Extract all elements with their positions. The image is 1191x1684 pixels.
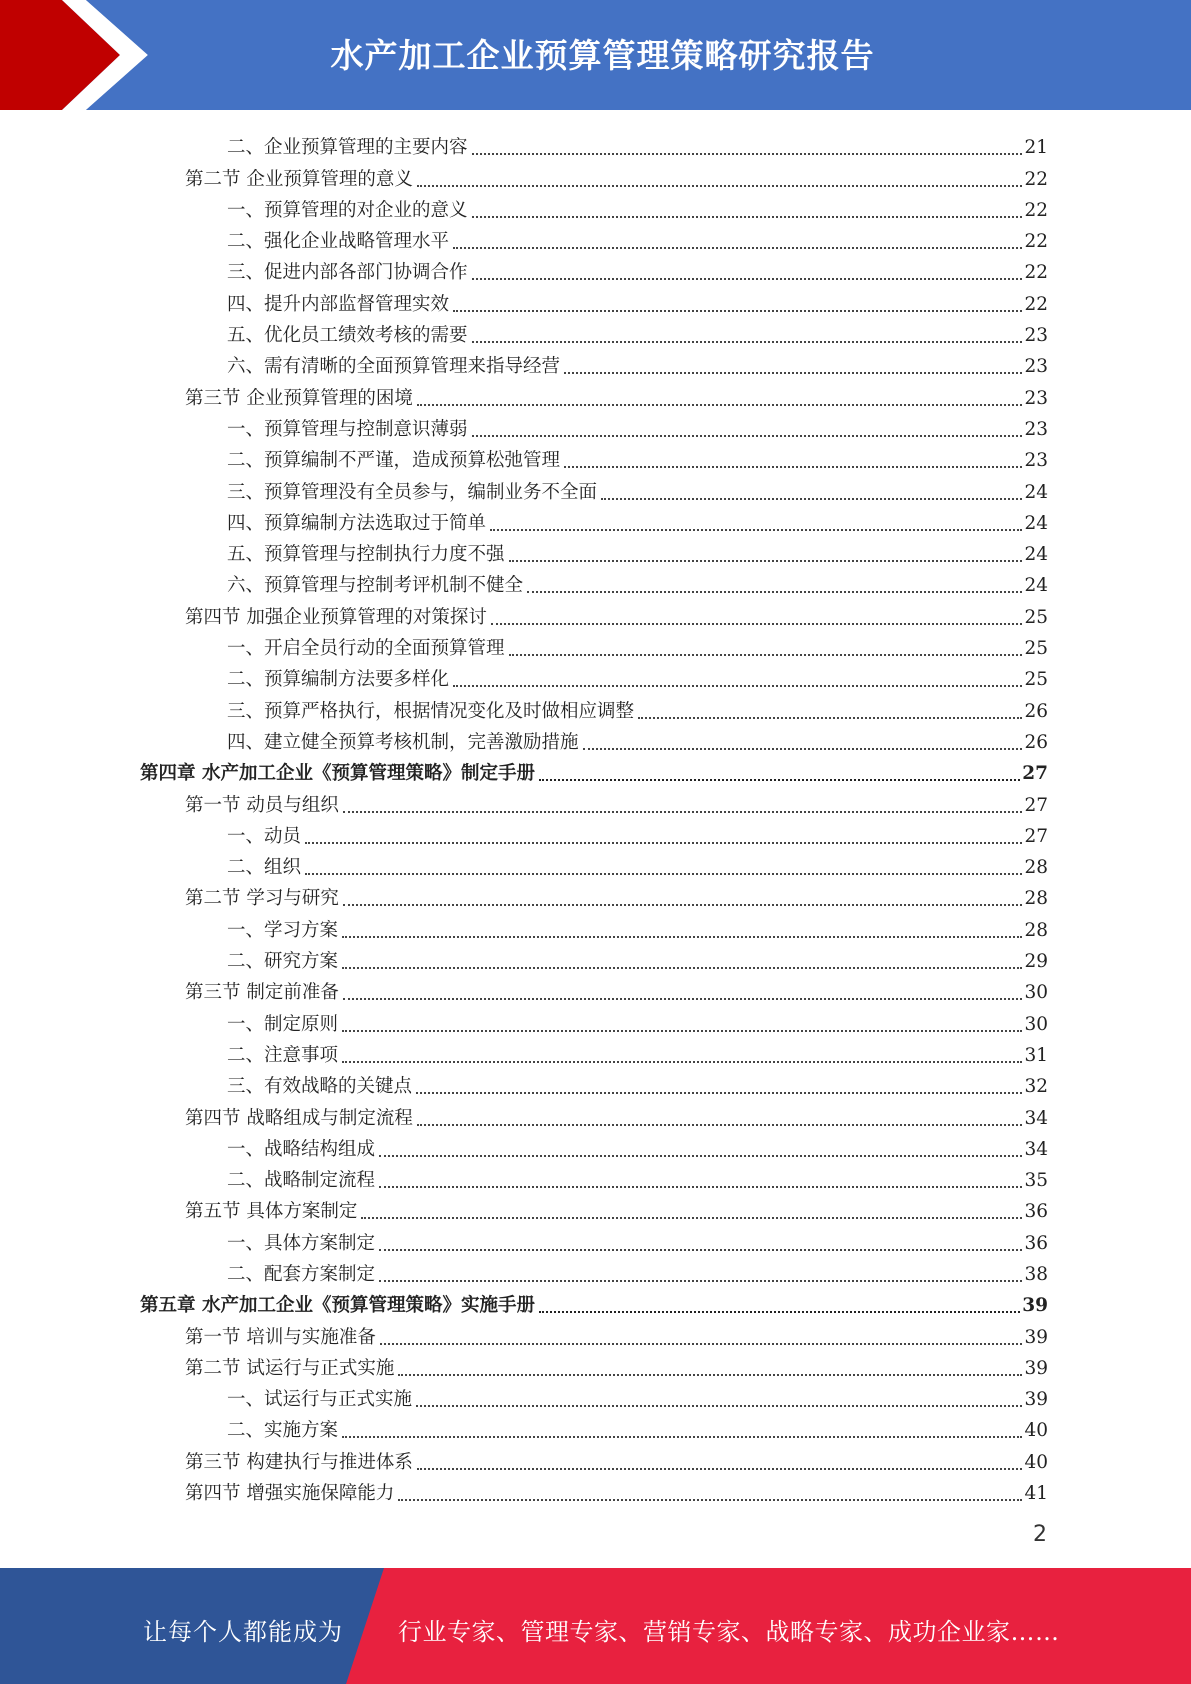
toc-entry-page: 40 bbox=[1024, 1420, 1048, 1442]
toc-leader-dots bbox=[398, 1374, 1022, 1376]
toc-leader-dots bbox=[509, 654, 1023, 656]
toc-entry-label: 三、预算管理没有全员参与，编制业务不全面 bbox=[227, 481, 598, 503]
toc-leader-dots bbox=[539, 1311, 1020, 1313]
toc-entry-label: 二、配套方案制定 bbox=[227, 1263, 376, 1285]
toc-entry-label: 第二节 试运行与正式实施 bbox=[185, 1357, 395, 1379]
toc-entry-label: 三、有效战略的关键点 bbox=[227, 1076, 413, 1098]
toc-leader-dots bbox=[343, 904, 1023, 906]
toc-entry-page: 27 bbox=[1024, 794, 1048, 816]
toc-entry-label: 二、企业预算管理的主要内容 bbox=[227, 137, 468, 159]
toc-entry[interactable] bbox=[140, 785, 1048, 816]
page-footer bbox=[0, 1568, 1191, 1684]
toc-entry[interactable] bbox=[140, 1411, 1048, 1442]
toc-leader-dots bbox=[343, 998, 1023, 1000]
toc-entry-page: 39 bbox=[1022, 1295, 1048, 1317]
toc-entry[interactable] bbox=[140, 817, 1048, 848]
toc-leader-dots bbox=[601, 498, 1022, 500]
toc-entry[interactable] bbox=[140, 378, 1048, 409]
toc-entry-label: 第三节 构建执行与推进体系 bbox=[185, 1451, 413, 1473]
toc-entry[interactable] bbox=[140, 1223, 1048, 1254]
toc-leader-dots bbox=[453, 685, 1022, 687]
toc-entry[interactable] bbox=[140, 973, 1048, 1004]
toc-entry-label: 一、战略结构组成 bbox=[227, 1138, 376, 1160]
toc-entry[interactable] bbox=[140, 410, 1048, 441]
toc-leader-dots bbox=[472, 278, 1023, 280]
toc-entry[interactable] bbox=[140, 472, 1048, 503]
toc-leader-dots bbox=[527, 591, 1022, 593]
toc-entry[interactable] bbox=[140, 1255, 1048, 1286]
toc-entry-page: 22 bbox=[1024, 231, 1048, 253]
toc-entry[interactable] bbox=[140, 504, 1048, 535]
toc-leader-dots bbox=[305, 842, 1022, 844]
page-header bbox=[0, 0, 1191, 110]
toc-entry-page: 21 bbox=[1024, 137, 1048, 159]
toc-entry-page: 35 bbox=[1024, 1170, 1048, 1192]
toc-entry-label: 第四节 增强实施保障能力 bbox=[185, 1483, 395, 1505]
toc-entry-page: 26 bbox=[1024, 700, 1048, 722]
toc-leader-dots bbox=[379, 1155, 1022, 1157]
toc-entry-page: 36 bbox=[1024, 1232, 1048, 1254]
toc-entry-label: 一、动员 bbox=[227, 825, 302, 847]
toc-entry[interactable] bbox=[140, 1474, 1048, 1505]
toc-leader-dots bbox=[361, 1217, 1022, 1219]
toc-leader-dots bbox=[417, 1124, 1023, 1126]
toc-leader-dots bbox=[539, 779, 1020, 781]
toc-leader-dots bbox=[453, 310, 1022, 312]
toc-entry-page: 29 bbox=[1024, 951, 1048, 973]
toc-leader-dots bbox=[417, 404, 1023, 406]
table-of-contents bbox=[140, 128, 1048, 1505]
page-number: 2 bbox=[1033, 1522, 1047, 1547]
toc-entry-label: 二、实施方案 bbox=[227, 1420, 339, 1442]
toc-leader-dots bbox=[509, 560, 1023, 562]
toc-entry-page: 23 bbox=[1024, 450, 1048, 472]
document-title: 水产加工企业预算管理策略研究报告 bbox=[330, 36, 875, 75]
toc-entry-page: 22 bbox=[1024, 262, 1048, 284]
toc-entry-page: 41 bbox=[1024, 1483, 1048, 1505]
toc-entry-page: 23 bbox=[1024, 356, 1048, 378]
toc-entry-page: 32 bbox=[1024, 1076, 1048, 1098]
toc-entry-page: 39 bbox=[1024, 1389, 1048, 1411]
toc-entry-label: 三、预算严格执行，根据情况变化及时做相应调整 bbox=[227, 700, 635, 722]
toc-entry-page: 34 bbox=[1024, 1138, 1048, 1160]
toc-entry[interactable] bbox=[140, 316, 1048, 347]
toc-entry[interactable] bbox=[140, 222, 1048, 253]
toc-entry[interactable] bbox=[140, 1380, 1048, 1411]
toc-entry-page: 28 bbox=[1024, 857, 1048, 879]
toc-entry-label: 三、促进内部各部门协调合作 bbox=[227, 262, 468, 284]
toc-entry[interactable] bbox=[140, 159, 1048, 190]
toc-leader-dots bbox=[416, 1405, 1022, 1407]
toc-entry-label: 第三节 企业预算管理的困境 bbox=[185, 387, 413, 409]
footer-slogan-left: 让每个人都能成为 bbox=[143, 1618, 343, 1646]
toc-leader-dots bbox=[379, 1249, 1022, 1251]
toc-entry-page: 26 bbox=[1024, 731, 1048, 753]
toc-leader-dots bbox=[453, 247, 1022, 249]
toc-entry-label: 一、具体方案制定 bbox=[227, 1232, 376, 1254]
toc-entry-label: 二、预算编制不严谨，造成预算松弛管理 bbox=[227, 450, 561, 472]
toc-entry-label: 第五节 具体方案制定 bbox=[185, 1201, 358, 1223]
toc-entry-page: 25 bbox=[1024, 669, 1048, 691]
toc-leader-dots bbox=[379, 1280, 1022, 1282]
toc-entry-page: 39 bbox=[1024, 1357, 1048, 1379]
toc-entry-page: 36 bbox=[1024, 1201, 1048, 1223]
toc-entry[interactable] bbox=[140, 1317, 1048, 1348]
toc-entry-label: 六、预算管理与控制考评机制不健全 bbox=[227, 575, 524, 597]
toc-leader-dots bbox=[472, 435, 1023, 437]
toc-entry-label: 第三节 制定前准备 bbox=[185, 982, 339, 1004]
toc-leader-dots bbox=[472, 153, 1023, 155]
toc-entry[interactable] bbox=[140, 1004, 1048, 1035]
toc-entry[interactable] bbox=[140, 629, 1048, 660]
toc-entry[interactable] bbox=[140, 691, 1048, 722]
footer-slogan-right: 行业专家、管理专家、营销专家、战略专家、成功企业家…… bbox=[398, 1618, 1060, 1646]
toc-entry-label: 一、开启全员行动的全面预算管理 bbox=[227, 638, 505, 660]
toc-entry[interactable] bbox=[140, 723, 1048, 754]
toc-leader-dots bbox=[417, 185, 1023, 187]
toc-leader-dots bbox=[342, 967, 1022, 969]
toc-entry-label: 二、预算编制方法要多样化 bbox=[227, 669, 450, 691]
toc-entry[interactable] bbox=[140, 128, 1048, 159]
toc-leader-dots bbox=[379, 1186, 1022, 1188]
toc-leader-dots bbox=[416, 1092, 1022, 1094]
toc-entry-page: 31 bbox=[1024, 1044, 1048, 1066]
toc-leader-dots bbox=[343, 811, 1023, 813]
toc-entry[interactable] bbox=[140, 1442, 1048, 1473]
toc-entry-page: 24 bbox=[1024, 544, 1048, 566]
toc-entry-page: 28 bbox=[1024, 919, 1048, 941]
toc-leader-dots bbox=[472, 341, 1023, 343]
toc-entry-label: 二、战略制定流程 bbox=[227, 1170, 376, 1192]
toc-entry-page: 22 bbox=[1024, 168, 1048, 190]
toc-entry[interactable] bbox=[140, 1192, 1048, 1223]
toc-entry-page: 23 bbox=[1024, 387, 1048, 409]
toc-entry[interactable] bbox=[140, 848, 1048, 879]
toc-entry-label: 第五章 水产加工企业《预算管理策略》实施手册 bbox=[140, 1295, 535, 1317]
toc-leader-dots bbox=[342, 1030, 1022, 1032]
toc-entry-label: 四、预算编制方法选取过于简单 bbox=[227, 512, 487, 534]
toc-leader-dots bbox=[342, 1436, 1022, 1438]
toc-entry-label: 第二节 学习与研究 bbox=[185, 888, 339, 910]
toc-entry[interactable] bbox=[140, 1130, 1048, 1161]
toc-entry-page: 23 bbox=[1024, 325, 1048, 347]
toc-entry-label: 第四节 加强企业预算管理的对策探讨 bbox=[185, 606, 487, 628]
toc-leader-dots bbox=[398, 1499, 1022, 1501]
toc-leader-dots bbox=[342, 1061, 1022, 1063]
toc-entry[interactable] bbox=[140, 597, 1048, 628]
toc-entry-label: 第四节 战略组成与制定流程 bbox=[185, 1107, 413, 1129]
toc-entry-label: 一、制定原则 bbox=[227, 1013, 339, 1035]
toc-entry-page: 27 bbox=[1024, 825, 1048, 847]
toc-entry-page: 27 bbox=[1022, 763, 1048, 785]
toc-entry-page: 25 bbox=[1024, 606, 1048, 628]
toc-entry[interactable] bbox=[140, 754, 1048, 785]
toc-entry-label: 一、学习方案 bbox=[227, 919, 339, 941]
toc-entry-label: 一、预算管理的对企业的意义 bbox=[227, 199, 468, 221]
toc-entry-page: 25 bbox=[1024, 638, 1048, 660]
toc-entry-page: 24 bbox=[1024, 575, 1048, 597]
toc-entry-label: 四、提升内部监督管理实效 bbox=[227, 293, 450, 315]
toc-entry[interactable] bbox=[140, 253, 1048, 284]
toc-entry[interactable] bbox=[140, 566, 1048, 597]
toc-entry-page: 40 bbox=[1024, 1451, 1048, 1473]
toc-entry[interactable] bbox=[140, 942, 1048, 973]
toc-leader-dots bbox=[380, 1343, 1023, 1345]
toc-leader-dots bbox=[638, 717, 1022, 719]
toc-leader-dots bbox=[417, 1468, 1023, 1470]
toc-entry-page: 39 bbox=[1024, 1326, 1048, 1348]
toc-entry[interactable] bbox=[140, 441, 1048, 472]
toc-entry-page: 30 bbox=[1024, 982, 1048, 1004]
toc-entry[interactable] bbox=[140, 1349, 1048, 1380]
toc-entry[interactable] bbox=[140, 191, 1048, 222]
toc-entry[interactable] bbox=[140, 284, 1048, 315]
toc-entry-label: 二、研究方案 bbox=[227, 951, 339, 973]
toc-leader-dots bbox=[564, 372, 1022, 374]
toc-entry-label: 第一节 培训与实施准备 bbox=[185, 1326, 376, 1348]
toc-entry-page: 24 bbox=[1024, 481, 1048, 503]
toc-leader-dots bbox=[490, 529, 1022, 531]
toc-entry-page: 22 bbox=[1024, 293, 1048, 315]
toc-entry[interactable] bbox=[140, 1036, 1048, 1067]
toc-leader-dots bbox=[305, 873, 1022, 875]
toc-entry[interactable] bbox=[140, 910, 1048, 941]
toc-entry-label: 一、预算管理与控制意识薄弱 bbox=[227, 418, 468, 440]
toc-entry-label: 六、需有清晰的全面预算管理来指导经营 bbox=[227, 356, 561, 378]
toc-entry-label: 第一节 动员与组织 bbox=[185, 794, 339, 816]
toc-leader-dots bbox=[342, 936, 1022, 938]
toc-entry[interactable] bbox=[140, 1286, 1048, 1317]
toc-entry-label: 第四章 水产加工企业《预算管理策略》制定手册 bbox=[140, 763, 535, 785]
toc-entry[interactable] bbox=[140, 660, 1048, 691]
toc-entry-page: 22 bbox=[1024, 199, 1048, 221]
toc-entry-label: 二、强化企业战略管理水平 bbox=[227, 231, 450, 253]
toc-entry[interactable] bbox=[140, 1067, 1048, 1098]
toc-entry[interactable] bbox=[140, 879, 1048, 910]
toc-leader-dots bbox=[491, 623, 1023, 625]
toc-entry-label: 二、组织 bbox=[227, 857, 302, 879]
toc-leader-dots bbox=[564, 466, 1022, 468]
toc-entry[interactable] bbox=[140, 347, 1048, 378]
toc-entry[interactable] bbox=[140, 535, 1048, 566]
toc-leader-dots bbox=[583, 748, 1023, 750]
toc-leader-dots bbox=[472, 216, 1023, 218]
toc-entry-label: 一、试运行与正式实施 bbox=[227, 1389, 413, 1411]
toc-entry-page: 28 bbox=[1024, 888, 1048, 910]
toc-entry-page: 30 bbox=[1024, 1013, 1048, 1035]
toc-entry-label: 五、优化员工绩效考核的需要 bbox=[227, 325, 468, 347]
toc-entry[interactable] bbox=[140, 1098, 1048, 1129]
toc-entry-page: 38 bbox=[1024, 1263, 1048, 1285]
toc-entry-page: 34 bbox=[1024, 1107, 1048, 1129]
toc-entry-label: 五、预算管理与控制执行力度不强 bbox=[227, 544, 505, 566]
toc-entry-page: 23 bbox=[1024, 418, 1048, 440]
toc-entry-label: 第二节 企业预算管理的意义 bbox=[185, 168, 413, 190]
toc-entry-page: 24 bbox=[1024, 512, 1048, 534]
toc-entry-label: 四、建立健全预算考核机制，完善激励措施 bbox=[227, 731, 579, 753]
toc-entry[interactable] bbox=[140, 1161, 1048, 1192]
toc-entry-label: 二、注意事项 bbox=[227, 1044, 339, 1066]
